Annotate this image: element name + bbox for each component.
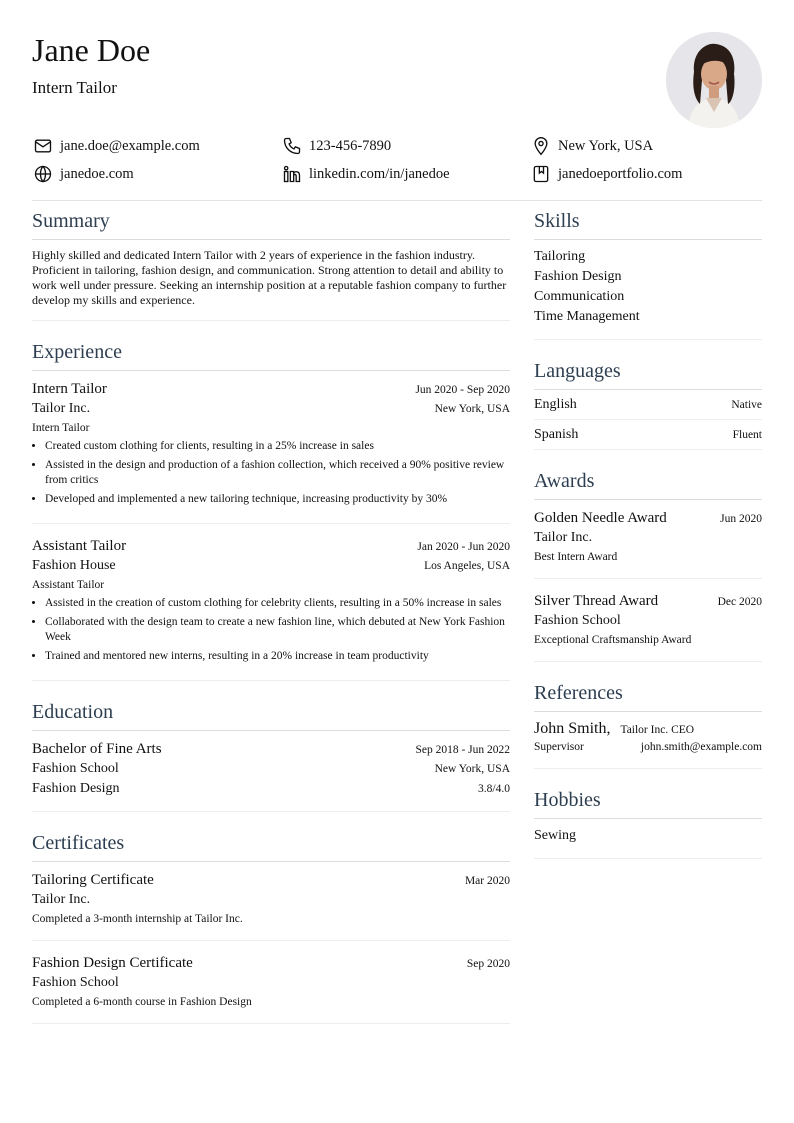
- education-dates: Sep 2018 - Jun 2022: [415, 744, 510, 756]
- skill-item: Tailoring: [534, 249, 586, 264]
- hobby-item: Sewing: [534, 828, 576, 843]
- right-column: [534, 204, 762, 873]
- reference-org-role: Tailor Inc. CEO: [620, 724, 695, 736]
- section-heading-languages: Languages: [534, 354, 762, 390]
- candidate-title: Intern Tailor: [32, 78, 117, 97]
- bullet-item: • Developed and implemented a new tailoring technique, increasing productivity by 30%: [45, 492, 510, 507]
- award-issuer: Tailor Inc.: [534, 530, 593, 545]
- language-row: [534, 420, 762, 450]
- award-desc: Best Intern Award: [534, 551, 618, 563]
- education-section: [32, 695, 510, 812]
- bullet-item: • Assisted in the design and production of a fashion collection, which received a 90% positive review from critics: [45, 458, 510, 488]
- job-role: Intern Tailor: [32, 422, 90, 434]
- school-name: Fashion School: [32, 761, 119, 776]
- language-name: English: [534, 397, 577, 412]
- linkedin-text: linkedin.com/in/janedoe: [309, 165, 450, 182]
- references-section: [534, 676, 762, 769]
- globe-icon: [32, 163, 54, 185]
- certificate-date: Mar 2020: [464, 875, 510, 887]
- contact-portfolio[interactable]: [530, 162, 682, 186]
- language-level: Native: [731, 399, 762, 411]
- section-heading-references: References: [534, 676, 762, 712]
- bookmark-icon: [530, 163, 552, 185]
- contact-location: [530, 134, 653, 158]
- job-title: Assistant Tailor: [32, 538, 127, 554]
- certificate-issuer: Tailor Inc.: [32, 892, 91, 907]
- job-dates: Jan 2020 - Jun 2020: [417, 541, 510, 553]
- experience-entry: [32, 371, 510, 524]
- reference-name: John Smith,: [534, 720, 611, 737]
- profile-photo-icon: [666, 32, 762, 128]
- certificate-title: Fashion Design Certificate: [32, 955, 193, 971]
- certificate-issuer: Fashion School: [32, 975, 119, 990]
- location-text: New York, USA: [558, 137, 654, 154]
- map-pin-icon: [530, 135, 552, 157]
- experience-entry: [32, 528, 510, 681]
- job-bullets: [32, 596, 510, 664]
- award-date: Jun 2020: [720, 513, 762, 525]
- bullet-item: • Created custom clothing for clients, resulting in a 25% increase in sales: [45, 439, 510, 454]
- company-name: Tailor Inc.: [32, 401, 91, 416]
- summary-section: [32, 204, 510, 321]
- skills-list: [534, 240, 762, 340]
- award-desc: Exceptional Craftsmanship Award: [534, 634, 692, 646]
- contact-linkedin[interactable]: [281, 162, 450, 186]
- section-heading-experience: Experience: [32, 335, 510, 371]
- job-location: New York, USA: [434, 403, 510, 415]
- candidate-name: Jane Doe: [32, 32, 151, 68]
- award-entry: [534, 583, 762, 662]
- section-heading-education: Education: [32, 695, 510, 731]
- contact-website[interactable]: [32, 162, 134, 186]
- bullet-item: • Assisted in the creation of custom clothing for celebrity clients, resulting in a 50% increase in sales: [45, 596, 510, 611]
- phone-text: 123-456-7890: [309, 137, 392, 154]
- bullet-item: • Trained and mentored new interns, resulting in a 20% increase in team productivity: [45, 649, 510, 664]
- mail-icon: [32, 135, 54, 157]
- language-name: Spanish: [534, 427, 579, 442]
- skill-item: Time Management: [534, 309, 640, 324]
- skill-item: Communication: [534, 289, 625, 304]
- job-bullets: [32, 439, 510, 507]
- languages-section: [534, 354, 762, 450]
- job-role: Assistant Tailor: [32, 579, 105, 591]
- section-heading-awards: Awards: [534, 464, 762, 500]
- linkedin-icon: [281, 163, 303, 185]
- job-title: Intern Tailor: [32, 381, 107, 397]
- job-dates: Jun 2020 - Sep 2020: [415, 384, 510, 396]
- skills-section: [534, 204, 762, 340]
- certificate-desc: Completed a 6-month course in Fashion Design: [32, 996, 252, 1008]
- gpa: 3.8/4.0: [478, 783, 510, 795]
- certificates-section: [32, 826, 510, 1024]
- field-of-study: Fashion Design: [32, 781, 120, 796]
- email-text: jane.doe@example.com: [60, 137, 200, 154]
- school-location: New York, USA: [434, 763, 510, 775]
- language-level: Fluent: [732, 429, 762, 441]
- award-entry: [534, 500, 762, 579]
- reference-entry: [534, 712, 762, 769]
- awards-section: [534, 464, 762, 662]
- hobbies-list: [534, 819, 762, 859]
- certificate-entry: [32, 862, 510, 941]
- award-issuer: Fashion School: [534, 613, 621, 628]
- summary-text: Highly skilled and dedicated Intern Tailor with 2 years of experience in the fashion industry. Proficient in tailoring, fashion design, and communication. Strong attention to detail and ability to work well under pressure. Seeking an internship position at a reputable fashion company to further develop my skills and experience.: [32, 240, 510, 321]
- section-heading-certificates: Certificates: [32, 826, 510, 862]
- skill-item: Fashion Design: [534, 269, 622, 284]
- award-title: Silver Thread Award: [534, 593, 659, 609]
- header-divider: [32, 200, 762, 201]
- reference-email[interactable]: john.smith@example.com: [640, 741, 762, 753]
- job-location: Los Angeles, USA: [424, 560, 510, 572]
- website-text: janedoe.com: [60, 165, 134, 182]
- portfolio-text: janedoeportfolio.com: [558, 165, 683, 182]
- experience-section: [32, 335, 510, 681]
- certificate-title: Tailoring Certificate: [32, 872, 154, 888]
- section-heading-summary: Summary: [32, 204, 510, 240]
- section-heading-hobbies: Hobbies: [534, 783, 762, 819]
- section-heading-skills: Skills: [534, 204, 762, 240]
- left-column: [32, 204, 510, 1038]
- company-name: Fashion House: [32, 558, 116, 573]
- avatar: [666, 32, 762, 128]
- language-row: [534, 390, 762, 420]
- phone-icon: [281, 135, 303, 157]
- reference-relation: Supervisor: [534, 741, 584, 753]
- award-title: Golden Needle Award: [534, 510, 667, 526]
- education-entry: [32, 731, 510, 812]
- contact-email[interactable]: [32, 134, 200, 158]
- certificate-desc: Completed a 3-month internship at Tailor Inc.: [32, 913, 243, 925]
- contact-phone[interactable]: [281, 134, 391, 158]
- certificate-date: Sep 2020: [466, 958, 510, 970]
- award-date: Dec 2020: [717, 596, 762, 608]
- bullet-item: • Collaborated with the design team to create a new fashion line, which debuted at New York Fashion Week: [45, 615, 510, 645]
- degree: Bachelor of Fine Arts: [32, 741, 162, 757]
- hobbies-section: [534, 783, 762, 859]
- certificate-entry: [32, 945, 510, 1024]
